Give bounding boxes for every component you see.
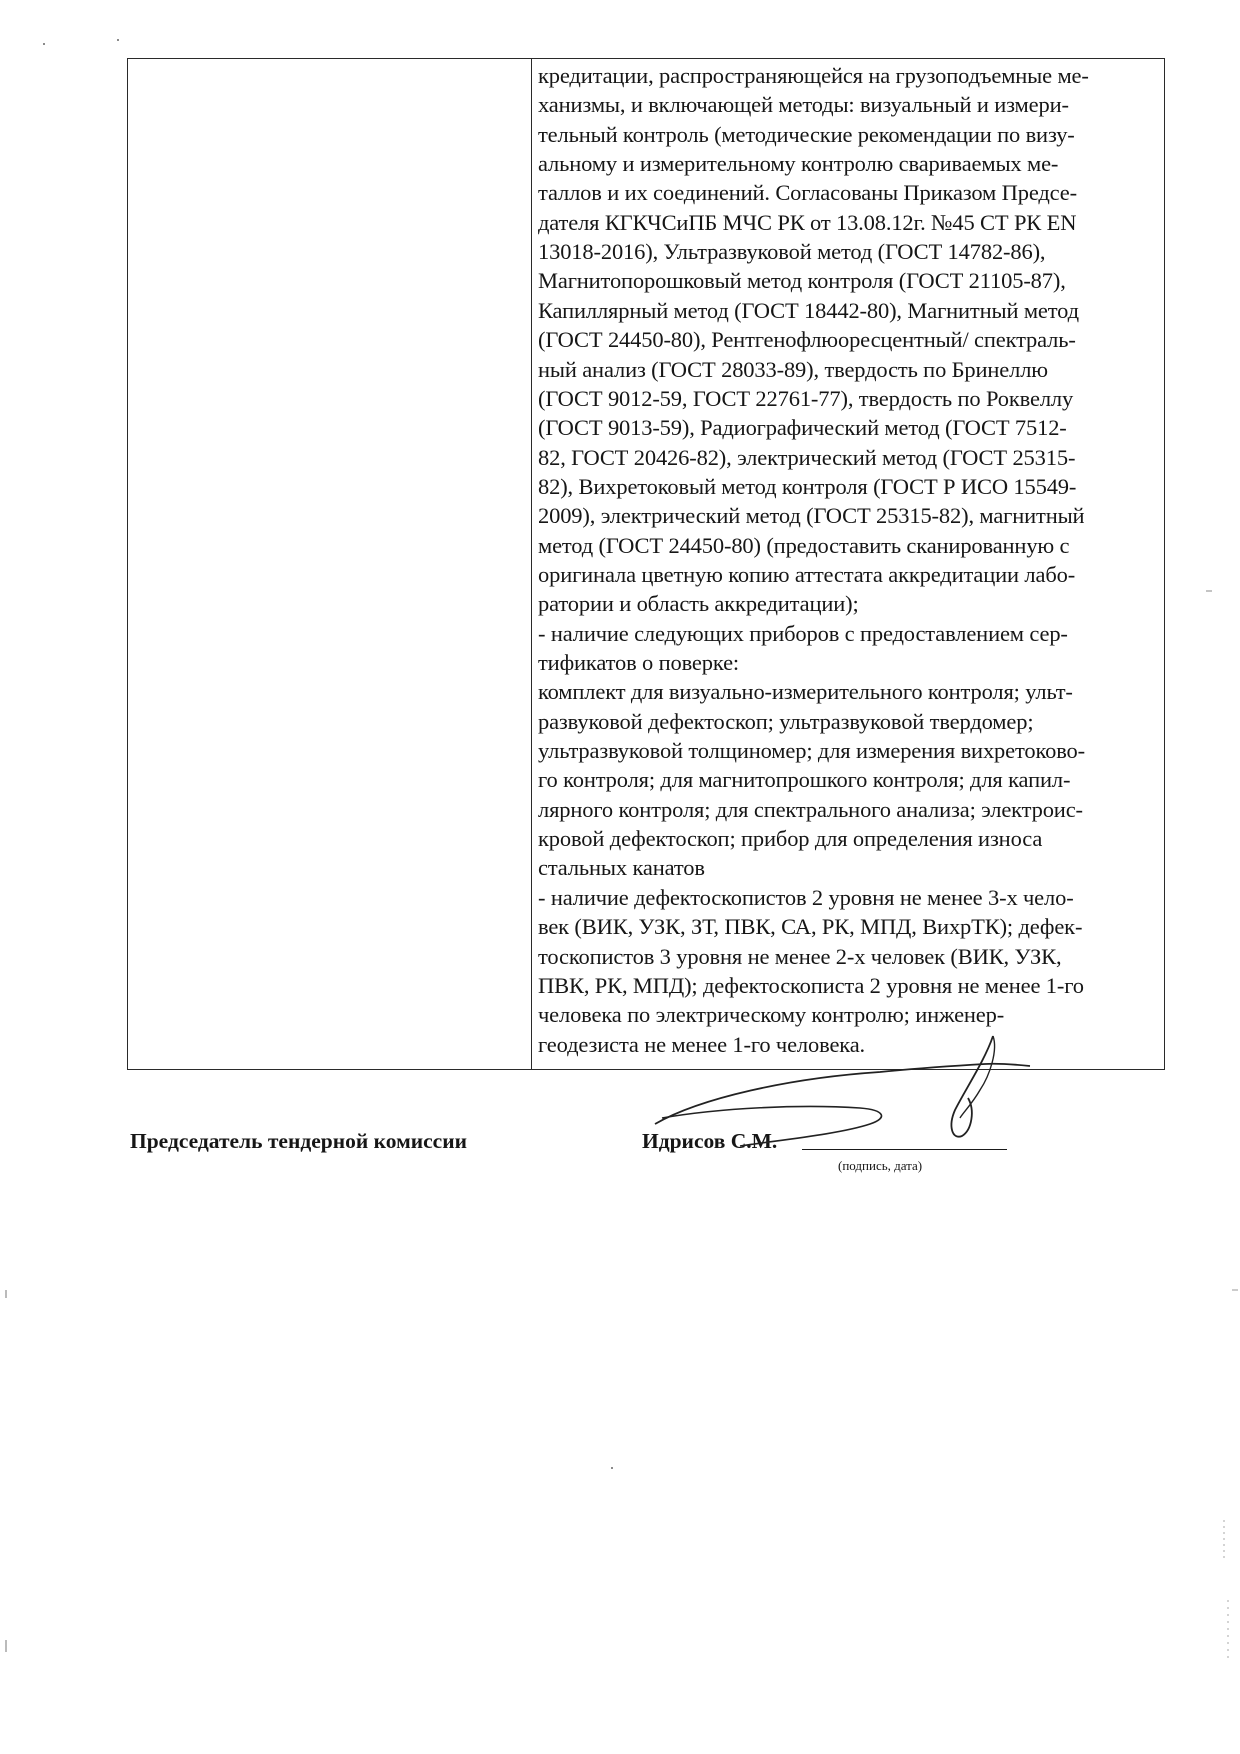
text-line: Капиллярный метод (ГОСТ 18442-80), Магнитный метод xyxy=(538,297,1079,323)
text-line: ратории и область аккредитации); xyxy=(538,591,859,617)
text-line: (ГОСТ 9013-59), Радиографический метод (ГОСТ 7512- xyxy=(538,415,1067,441)
text-line: таллов и их соединений. Согласованы Приказом Предсе- xyxy=(538,180,1077,206)
text-line: - наличие дефектоскопистов 2 уровня не менее 3-х чело- xyxy=(538,884,1074,910)
text-line: человека по электрическому контролю; инженер- xyxy=(538,1002,1005,1028)
signature-line xyxy=(802,1149,1007,1150)
text-line: 13018-2016), Ультразвуковой метод (ГОСТ 14782-86), xyxy=(538,239,1046,265)
text-line: го контроля; для магнитопрошкого контроля; для капил- xyxy=(538,767,1071,793)
requirements-table xyxy=(127,58,1165,1070)
signatory-name: Идрисов С.М. xyxy=(642,1129,778,1153)
signature-caption: (подпись, дата) xyxy=(838,1158,923,1173)
text-line: комплект для визуально-измерительного контроля; ульт- xyxy=(538,679,1073,705)
table-column-divider xyxy=(531,59,532,1069)
text-line: кредитации, распространяющейся на грузоподъемные ме- xyxy=(538,63,1089,88)
text-line: Магнитопорошковый метод контроля (ГОСТ 21105-87), xyxy=(538,268,1066,294)
text-line: ханизмы, и включающей методы: визуальный и измери- xyxy=(538,92,1069,118)
table-left-cell xyxy=(128,59,531,1069)
text-line: ПВК, РК, МПД); дефектоскописта 2 уровня не менее 1-го xyxy=(538,972,1084,998)
text-line: метод (ГОСТ 24450-80) (предоставить сканированную с xyxy=(538,532,1070,558)
text-line: (ГОСТ 9012-59, ГОСТ 22761-77), твердость по Роквеллу xyxy=(538,385,1074,411)
text-line: 82), Вихретоковый метод контроля (ГОСТ Р ИСО 15549- xyxy=(538,473,1077,499)
text-line: (ГОСТ 24450-80), Рентгенофлюоресцентный/ спектраль- xyxy=(538,327,1076,353)
table-right-cell xyxy=(538,61,1166,1071)
signatory-role: Председатель тендерной комиссии xyxy=(130,1129,467,1153)
text-line: дателя КГКЧСиПБ МЧС РК от 13.08.12г. №45 СТ РК EN xyxy=(538,209,1077,235)
text-line: стальных канатов xyxy=(538,855,705,881)
text-line: кровой дефектоскоп; прибор для определения износа xyxy=(538,826,1043,852)
text-line: развуковой дефектоскоп; ультразвуковой твердомер; xyxy=(538,708,1034,734)
text-line: тификатов о поверке: xyxy=(538,650,740,675)
text-line: век (ВИК, УЗК, ЗТ, ПВК, СА, РК, МПД, ВихрТК); дефек- xyxy=(538,914,1083,940)
text-line: ультразвуковой толщиномер; для измерения вихретоково- xyxy=(538,738,1085,764)
text-line: тельный контроль (методические рекомендации по визу- xyxy=(538,121,1075,147)
text-line: альному и измерительному контролю свариваемых ме- xyxy=(538,151,1059,177)
text-line: - наличие следующих приборов с предоставлением сер- xyxy=(538,620,1068,646)
text-line: оригинала цветную копию аттестата аккредитации лабо- xyxy=(538,561,1076,587)
text-line: лярного контроля; для спектрального анализа; электроис- xyxy=(538,796,1083,822)
text-line: ный анализ (ГОСТ 28033-89), твердость по Бринеллю xyxy=(538,356,1048,382)
text-line: геодезиста не менее 1-го человека. xyxy=(538,1031,866,1057)
text-line: 82, ГОСТ 20426-82), электрический метод (ГОСТ 25315- xyxy=(538,444,1076,470)
text-line: 2009), электрический метод (ГОСТ 25315-82), магнитный xyxy=(538,503,1085,529)
text-line: тоскопистов 3 уровня не менее 2-х человек (ВИК, УЗК, xyxy=(538,943,1062,969)
